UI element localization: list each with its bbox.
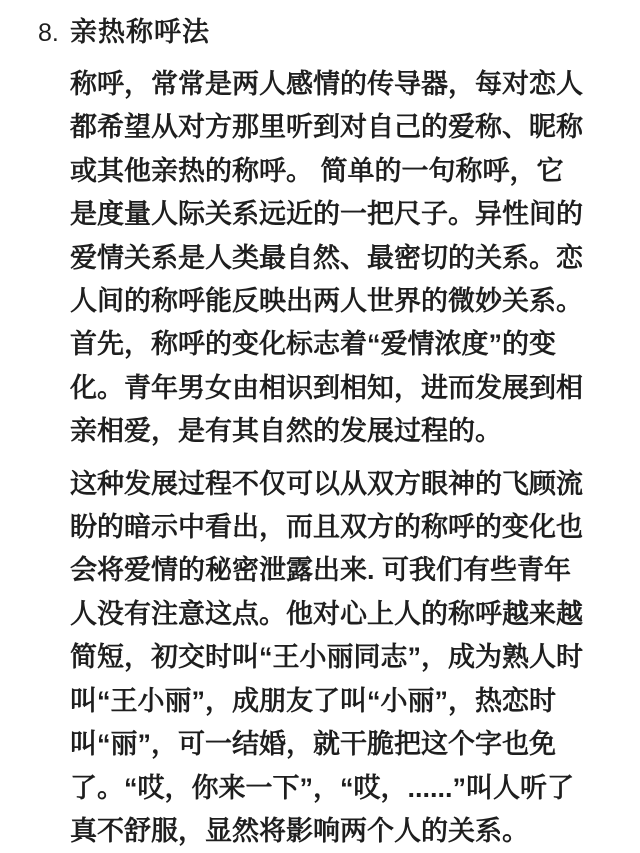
text-line: 或其他亲热的称呼。 简单的一句称呼，它 xyxy=(70,155,564,186)
section-heading xyxy=(38,14,612,51)
text-line: 简短，初交时叫“王小丽同志”，成为熟人时 xyxy=(70,642,583,673)
article-body xyxy=(70,63,616,853)
section-title: 亲热称呼法 xyxy=(70,17,210,47)
text-line: 了。“哎，你来一下”，“哎，......”叫人听了 xyxy=(70,772,575,803)
text-line: 人没有注意这点。他对心上人的称呼越来越 xyxy=(70,598,583,629)
paragraph xyxy=(70,63,616,454)
text-line: 爱情关系是人类最自然、最密切的关系。恋 xyxy=(70,242,583,273)
section-number: 8. xyxy=(38,19,59,47)
text-line: 这种发展过程不仅可以从双方眼神的飞顾流 xyxy=(70,468,583,499)
text-line: 叫“王小丽”，成朋友了叫“小丽”，热恋时 xyxy=(70,685,556,716)
text-line: 盼的暗示中看出，而且双方的称呼的变化也 xyxy=(70,512,583,543)
text-line: 是度量人际关系远近的一把尺子。异性间的 xyxy=(70,199,583,230)
paragraph xyxy=(70,463,616,853)
text-line: 首先，称呼的变化标志着“爱情浓度”的变 xyxy=(70,329,556,360)
text-line: 叫“丽”，可一结婚，就干脆把这个字也免 xyxy=(70,729,556,760)
text-line: 人间的称呼能反映出两人世界的微妙关系。 xyxy=(70,286,583,317)
text-line: 会将爱情的秘密泄露出来. 可我们有些青年 xyxy=(70,555,572,586)
text-line: 称呼，常常是两人感情的传导器，每对恋人 xyxy=(70,69,583,99)
text-line: 化。青年男女由相识到相知，进而发展到相 xyxy=(70,372,583,403)
text-line: 真不舒服，显然将影响两个人的关系。 xyxy=(70,815,529,846)
text-line: 亲相爱，是有其自然的发展过程的。 xyxy=(70,416,502,447)
text-line: 都希望从对方那里听到对自己的爱称、昵称 xyxy=(70,112,583,143)
